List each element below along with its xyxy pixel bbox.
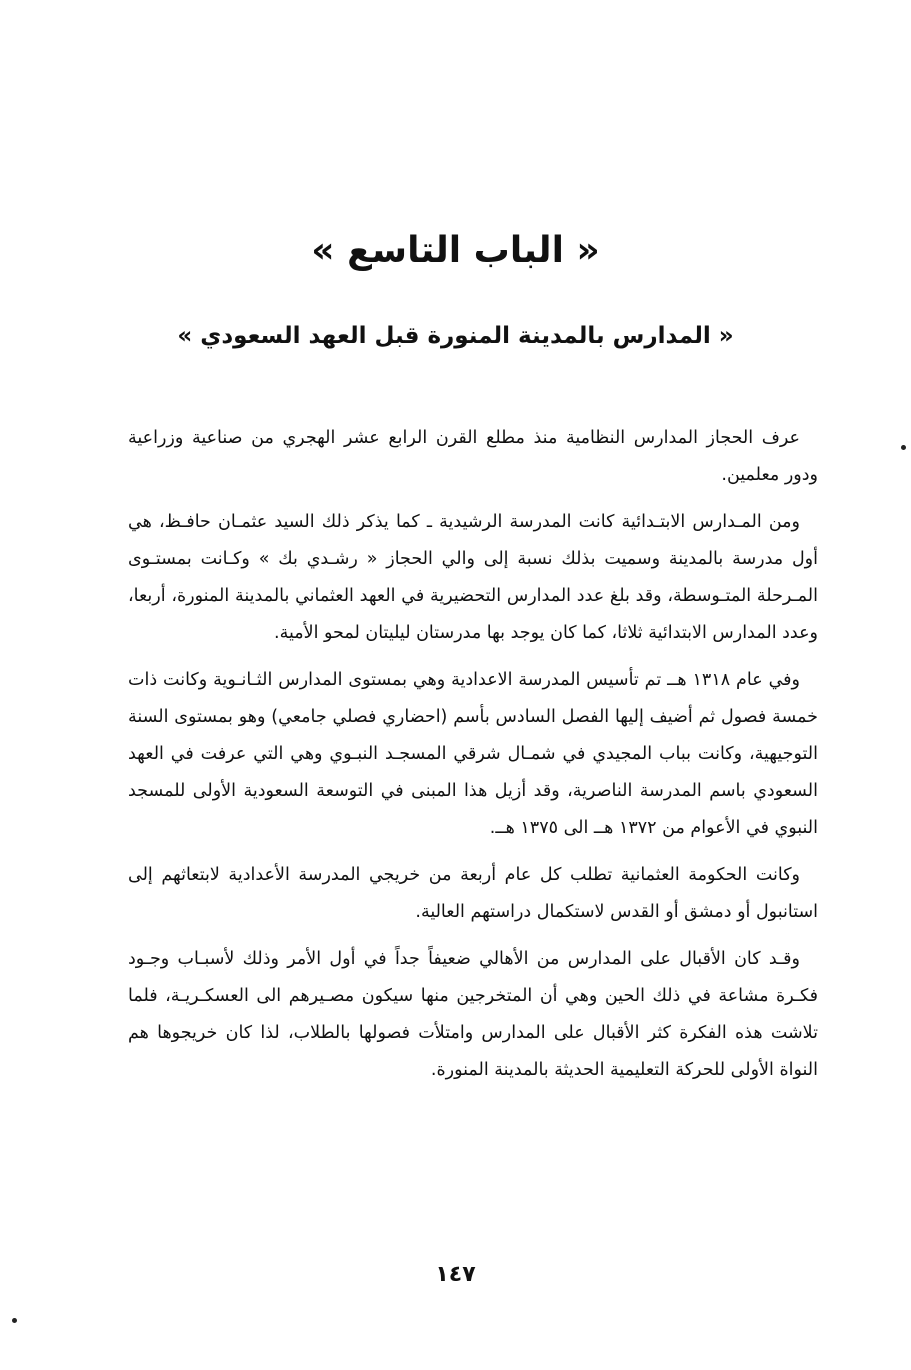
page-number: ١٤٧ — [435, 1262, 476, 1287]
body-text — [128, 420, 818, 1099]
margin-speck — [12, 1318, 17, 1323]
paragraph: وقـد كان الأقبال على المدارس من الأهالي ضعيفاً جداً في أول الأمر وذلك لأسبـاب وجـود فكـرة مشاعة في ذلك الحين وهي أن المتخرجين منها سيكون مصـيرهم الى العسكـريـة، فلما تلاشت هذه الفكرة كثر الأقبال على المدارس وامتلأت فصولها بالطلاب، لذا كان خريجوها هم النواة الأولى للحركة التعليمية الحديثة بالمدينة المنورة. — [128, 949, 818, 1080]
paragraph: وفي عام ١٣١٨ هــ تم تأسيس المدرسة الاعدادية وهي بمستوى المدارس الثـانـوية وكانت ذات خمسة فصول ثم أضيف إليها الفصل السادس بأسم (احضاري فصلي جامعي) وهو بمستوى السنة التوجيهية، وكانت بباب المجيدي في شمـال شرقي المسجـد النبـوي وهي التي عرفت في العهد السعودي باسم المدرسة الناصرية، وقد أزيل هذا المبنى في التوسعة السعودية الأولى للمسجد النبوي في الأعوام من ١٣٧٢ هــ الى ١٣٧٥ هــ. — [128, 670, 818, 838]
paragraph: وكانت الحكومة العثمانية تطلب كل عام أربعة من خريجي المدرسة الأعدادية لابتعاثهم إلى استانبول أو دمشق أو القدس لاستكمال دراستهم العالية. — [128, 865, 818, 922]
chapter-title: « الباب التاسع » — [311, 230, 600, 271]
paragraph: عرف الحجاز المدارس النظامية منذ مطلع القرن الرابع عشر الهجري من صناعية وزراعية ودور معلمين. — [128, 428, 818, 485]
paragraph: ومن المـدارس الابتـدائية كانت المدرسة الرشيدية ـ كما يذكر ذلك السيد عثمـان حافـظ، هي أول مدرسة بالمدينة وسميت بذلك نسبة إلى والي الحجاز « رشـدي بك » وكـانت بمستـوى المـرحلة المتـوسطة، وقد بلغ عدد المدارس التحضيرية في العهد العثماني بالمدينة المنورة، أربعا، وعدد المدارس الابتدائية ثلاثا، كما كان يوجد بها مدرستان ليليتان لمحو الأمية. — [128, 512, 818, 643]
margin-speck — [901, 445, 906, 450]
chapter-subtitle: « المدارس بالمدينة المنورة قبل العهد السعودي » — [177, 323, 734, 349]
